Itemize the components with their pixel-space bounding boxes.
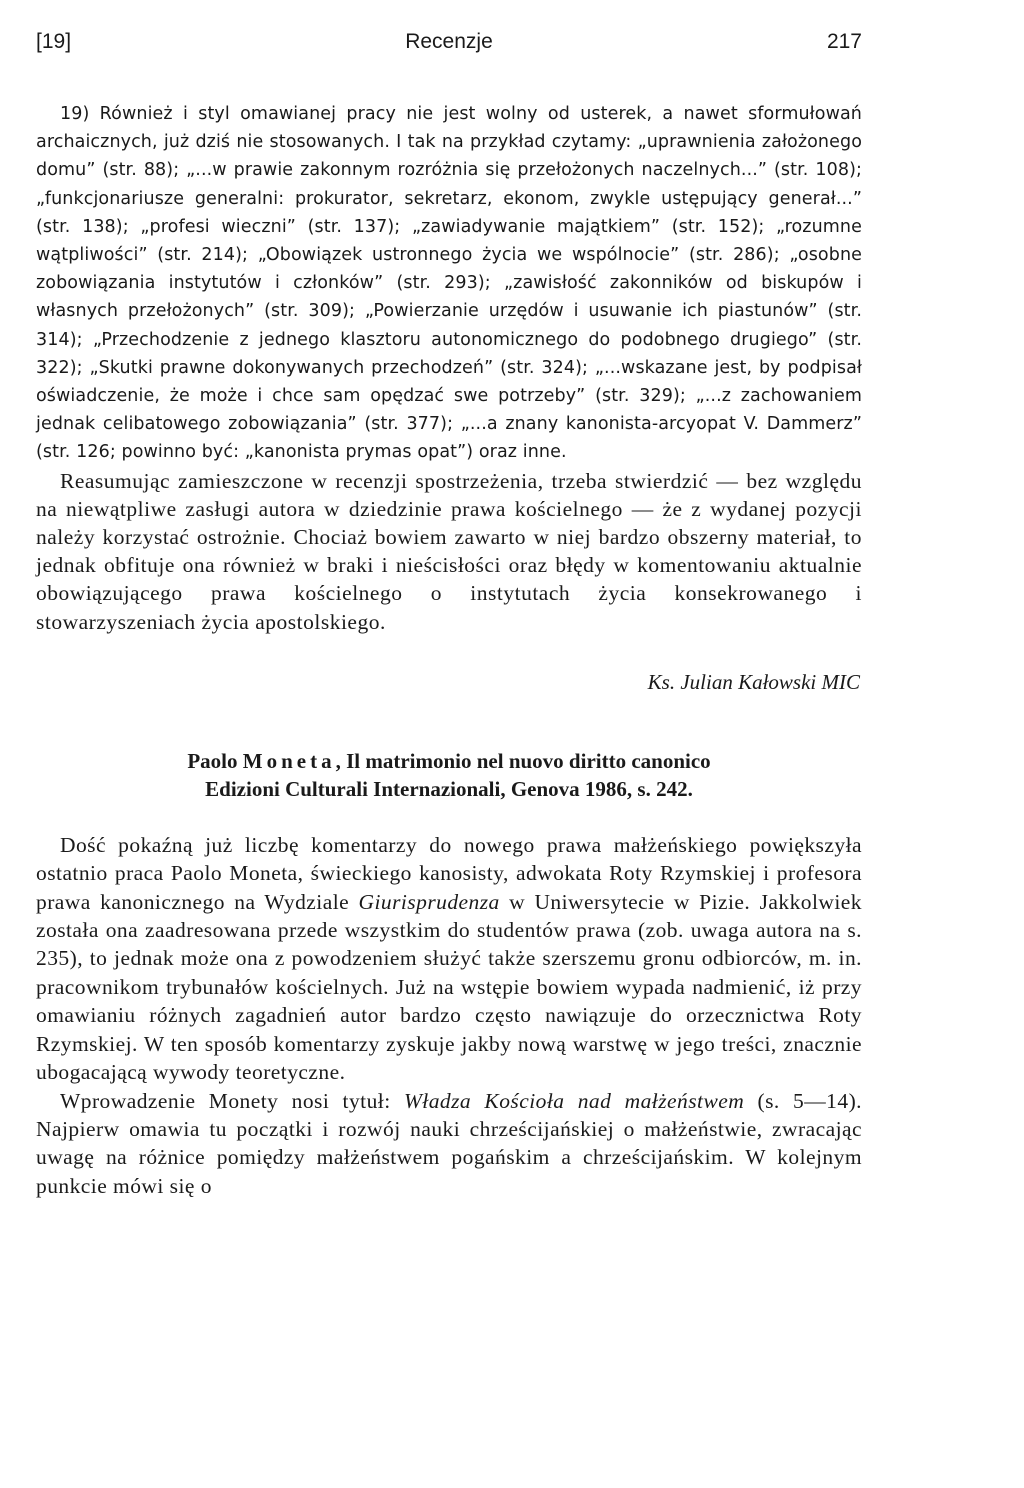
review-1-footnote xyxy=(36,100,862,467)
faculty-name-italic: Giurisprudenza xyxy=(358,889,500,914)
header-section-title: Recenzje xyxy=(405,30,493,53)
review-2-paragraph-2-text: Wprowadzenie Monety nosi tytuł: xyxy=(60,1088,391,1113)
review-2-body xyxy=(36,831,862,1200)
review-2-paragraph-2-text-cont: (s. 5—14). Najpierw omawia tu początki i rozwój nauki chrześcijańskiej o małżeństwie, zwracając uwagę na różnice pomiędzy małżeństwem pogańskim a chrześcijańskim. W kolejnym punkcie mówi się o xyxy=(36,1088,863,1198)
review-2-heading xyxy=(36,747,862,803)
review-1-signature: Ks. Julian Kałowski MIC xyxy=(647,669,860,694)
header-section-number: [19] xyxy=(36,30,72,53)
book-author-last: Moneta xyxy=(242,748,336,773)
review-2-paragraph-1-text-cont: w Uniwersytecie w Pizie. Jakkolwiek została ona zaadresowana przede wszystkim do studentów prawa (zob. uwaga autora na s. 235), to jednak może ona z powodzeniem służyć także szerszemu gronu odbiorców, m. in. pracownikom trybunałów kościelnych. Już na wstępie bowiem wypada nadmienić, iż przy omawianiu różnych zagadnień autor bardzo często nawiązuje do orzecznictwa Roty Rzymskiej. W ten sposób komentarzy zyskuje jakby nową warstwę w jego treści, znacznie ubogacającą wywody teoretyczne. xyxy=(36,889,863,1085)
review-2-heading-line2: Edizioni Culturali Internazionali, Genova 1986, s. 242. xyxy=(205,776,693,801)
review-2-paragraph-1 xyxy=(36,831,862,1087)
footnote-19: 19) Również i styl omawianej pracy nie jest wolny od usterek, a nawet sformułowań archaicznych, już dziś nie stosowanych. I tak na przykład czytamy: „uprawnienia założonego domu” (str. 88); „...w prawie zakonnym rozróżnia się przełożonych naczelnych...” (str. 108); „funkcjonariusze generalni: prokurator, sekretarz, ekonom, zwykle ustępujący generał...” (str. 138); „profesi wieczni” (str. 137); „zawiadywanie majątkiem” (str. 152); „rozumne wątpliwości” (str. 214); „Obowiązek ustronnego życia we wspólnocie” (str. 286); „osobne zobowiązania instytutów i członków” (str. 293); „zawisłość zakonników od biskupów i własnych przełożonych” (str. 309); „Powierzanie urzędów i usuwanie ich piastunów” (str. 314); „Przechodzenie z jednego klasztoru autonomicznego do podobnego drugiego” (str. 322); „Skutki prawne dokonywanych przechodzeń” (str. 324); „...wskazane jest, by podpisał oświadczenie, że może i chce sam opędzać swe potrzeby” (str. 329); „...z zachowaniem jednak celibatowego zobowiązania” (str. 377); „...a znany kanonista-arcyopat V. Dammerz” (str. 126; powinno być: „kanonista prymas opat”) oraz inne. xyxy=(36,104,862,463)
page xyxy=(36,30,862,1200)
review-2-heading-line1 xyxy=(36,747,862,775)
book-author-first: Paolo xyxy=(187,748,238,773)
review-1-summary xyxy=(36,467,862,636)
intro-title-italic: Władza Kościoła nad małżeństwem xyxy=(403,1088,745,1113)
review-2-paragraph-2 xyxy=(36,1087,862,1201)
summary-paragraph: Reasumując zamieszczone w recenzji spostrzeżenia, trzeba stwierdzić — bez względu na niewątpliwe zasługi autora w dziedzinie prawa kościelnego — że z wydanej pozycji należy korzystać ostrożnie. Chociaż bowiem zawarto w niej bardzo obszerny materiał, to jednak obfituje ona również w braki i nieścisłości oraz błędy w komentowaniu aktualnie obowiązującego prawa kościelnego o instytutach życia konsekrowanego i stowarzyszeniach życia apostolskiego. xyxy=(36,468,862,634)
review-2-paragraph-1-text: Dość pokaźną już liczbę komentarzy do nowego prawa małżeńskiego powiększyła ostatnio praca Paolo Moneta, świeckiego kanosisty, adwokata Roty Rzymskiej i profesora prawa kanonicznego na Wydziale xyxy=(36,832,862,914)
header-page-number: 217 xyxy=(826,30,862,53)
book-title: , Il matrimonio nel nuovo diritto canonico xyxy=(335,748,711,773)
running-head xyxy=(36,30,862,66)
